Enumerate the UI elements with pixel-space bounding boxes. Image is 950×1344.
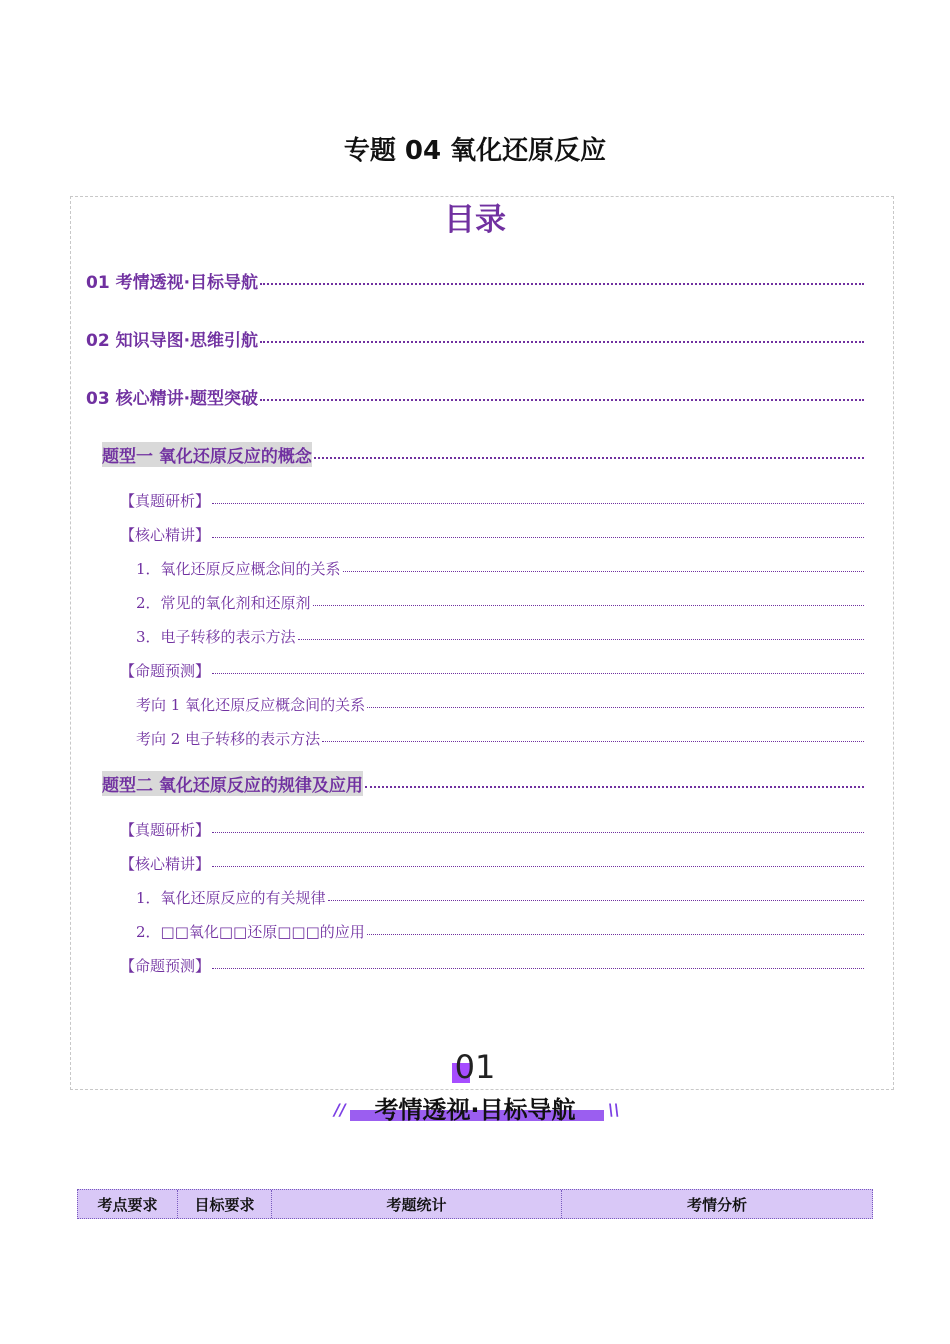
- column-header: 考点要求: [78, 1190, 178, 1218]
- toc-heading: 目录: [444, 202, 506, 238]
- toc-entry[interactable]: [102, 442, 864, 467]
- toc-entry-label: 【命题预测】: [120, 957, 211, 975]
- toc-entry-label: 【真题研析】: [120, 821, 211, 839]
- toc-entry-label: 考向 2 电子转移的表示方法: [136, 730, 321, 748]
- exam-table-header: [77, 1189, 873, 1219]
- dot-leader: [212, 537, 864, 538]
- toc-entry[interactable]: [120, 660, 864, 681]
- toc-entry[interactable]: [136, 887, 864, 908]
- dot-leader: [314, 457, 864, 459]
- toc-entry[interactable]: [120, 524, 864, 545]
- toc-entry-label: 考向 1 氧化还原反应概念间的关系: [136, 696, 366, 714]
- left-slash-decoration: //: [334, 1100, 346, 1119]
- toc-entry-label: 03 核心精讲·题型突破: [86, 389, 259, 409]
- right-slash-decoration: \\: [608, 1100, 620, 1119]
- column-header: 考情分析: [686, 1195, 747, 1214]
- toc-entry[interactable]: [136, 592, 864, 613]
- dot-leader: [212, 866, 864, 867]
- toc-entry[interactable]: [136, 558, 864, 579]
- toc-entry-label: 01 考情透视·目标导航: [86, 273, 259, 293]
- section-number: 01: [454, 1048, 496, 1086]
- toc-entry[interactable]: [120, 490, 864, 511]
- toc-entry-label: 【命题预测】: [120, 662, 211, 680]
- dot-leader: [260, 341, 864, 343]
- toc-entry[interactable]: [102, 771, 864, 796]
- dot-leader: [328, 900, 864, 901]
- dot-leader: [212, 968, 864, 969]
- toc-entry[interactable]: [86, 268, 864, 293]
- toc-entry-label: 【真题研析】: [120, 492, 211, 510]
- toc-entry-label: 题型一 氧化还原反应的概念: [102, 442, 312, 467]
- toc-entry-label: 02 知识导图·思维引航: [86, 331, 259, 351]
- toc-entry[interactable]: [120, 853, 864, 874]
- toc-entry[interactable]: [86, 384, 864, 409]
- dot-leader: [313, 605, 864, 606]
- dot-leader: [260, 283, 864, 285]
- toc-entry-label: 【核心精讲】: [120, 855, 211, 873]
- toc-entry[interactable]: [136, 728, 864, 749]
- section-title: 考情透视·目标导航: [374, 1096, 576, 1124]
- dot-leader: [367, 934, 864, 935]
- dot-leader: [212, 673, 864, 674]
- dot-leader: [260, 399, 864, 401]
- document-title: 专题 04 氧化还原反应: [343, 136, 607, 166]
- dot-leader: [298, 639, 864, 640]
- toc-entry[interactable]: [136, 921, 864, 942]
- toc-entry-label: 2．□□氧化□□还原□□□的应用: [136, 923, 365, 941]
- toc-entry-label: 【核心精讲】: [120, 526, 211, 544]
- toc-entry[interactable]: [136, 626, 864, 647]
- dot-leader: [322, 741, 864, 742]
- toc-entry[interactable]: [86, 326, 864, 351]
- toc-entry[interactable]: [120, 955, 864, 976]
- toc-entry-label: 1．氧化还原反应的有关规律: [136, 889, 326, 907]
- dot-leader: [212, 503, 864, 504]
- dot-leader: [365, 786, 864, 788]
- column-header: 目标要求: [178, 1190, 272, 1218]
- dot-leader: [343, 571, 864, 572]
- toc-entry-label: 1．氧化还原反应概念间的关系: [136, 560, 341, 578]
- toc-entry[interactable]: [120, 819, 864, 840]
- column-header: 考题统计: [272, 1190, 562, 1218]
- dot-leader: [212, 832, 864, 833]
- toc-entry-label: 3．电子转移的表示方法: [136, 628, 296, 646]
- dot-leader: [367, 707, 864, 708]
- toc-entry-label: 题型二 氧化还原反应的规律及应用: [102, 771, 363, 796]
- toc-entry[interactable]: [136, 694, 864, 715]
- toc-entry-label: 2．常见的氧化剂和还原剂: [136, 594, 311, 612]
